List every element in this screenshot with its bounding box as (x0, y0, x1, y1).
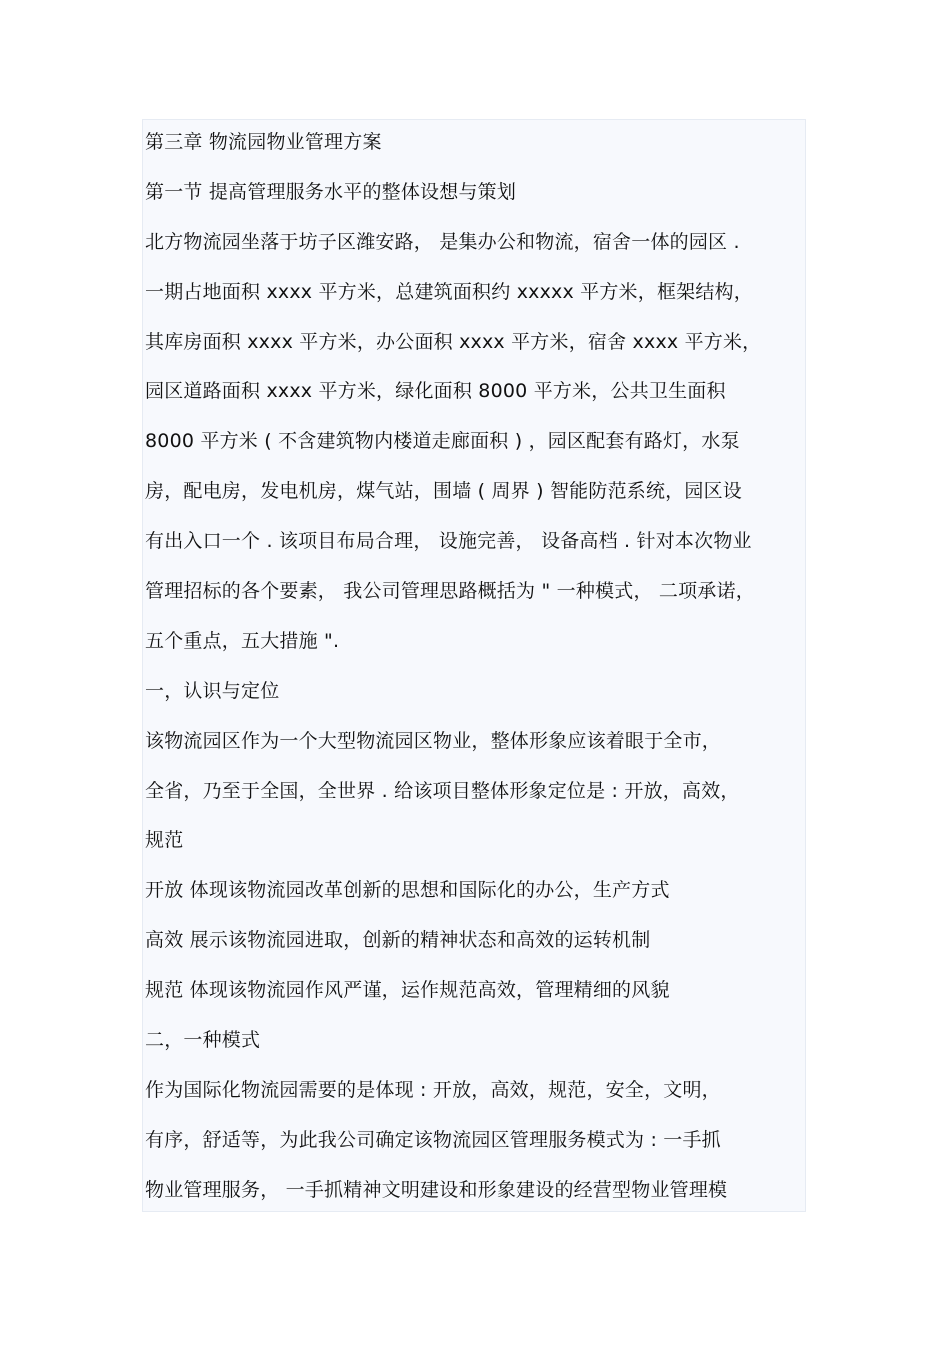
document-body (145, 124, 805, 1212)
paragraph-line: 五个重点，五大措施 ". (145, 629, 340, 652)
paragraph-line: 北方物流园坐落于坊子区潍安路， 是集办公和物流，宿舍一体的园区 . (145, 230, 740, 253)
paragraph-line: 管理招标的各个要素， 我公司管理思路概括为 " 一种模式， 二项承诺， (145, 580, 755, 603)
paragraph-line: 有出入口一个 . 该项目布局合理， 设施完善， 设备高档 . 针对本次物业 (145, 530, 752, 553)
definition-line: 开放 体现该物流园改革创新的思想和国际化的办公，生产方式 (145, 879, 670, 902)
paragraph-line: 有序，舒适等，为此我公司确定该物流园区管理服务模式为 : 一手抓 (145, 1128, 721, 1151)
chapter-title: 第三章 物流园物业管理方案 (145, 131, 382, 153)
document-page (142, 119, 806, 1212)
subsection-heading: 一，认识与定位 (145, 679, 280, 702)
section-title: 第一节 提高管理服务水平的整体设想与策划 (145, 180, 517, 203)
paragraph-line: 规范 (145, 829, 184, 852)
paragraph-line: 全省，乃至于全国，全世界 . 给该项目整体形象定位是 : 开放，高效， (145, 779, 740, 802)
paragraph-line: 一期占地面积 xxxx 平方米，总建筑面积约 xxxxx 平方米，框架结构， (145, 280, 753, 303)
paragraph-line: 园区道路面积 xxxx 平方米，绿化面积 8000 平方米，公共卫生面积 (145, 380, 726, 403)
definition-line: 高效 展示该物流园进取，创新的精神状态和高效的运转机制 (145, 929, 651, 952)
paragraph-line: 物业管理服务， 一手抓精神文明建设和形象建设的经营型物业管理模 (145, 1178, 728, 1201)
paragraph-line: 作为国际化物流园需要的是体现 : 开放，高效，规范，安全，文明， (145, 1078, 721, 1101)
paragraph-line: 其库房面积 xxxx 平方米，办公面积 xxxx 平方米，宿舍 xxxx 平方米， (145, 330, 762, 353)
paragraph-line: 8000 平方米 ( 不含建筑物内楼道走廊面积 ) ，园区配套有路灯，水泵 (145, 430, 740, 453)
definition-line: 规范 体现该物流园作风严谨，运作规范高效，管理精细的风貌 (145, 979, 670, 1002)
paragraph-line: 该物流园区作为一个大型物流园区物业，整体形象应该着眼于全市， (145, 729, 722, 752)
subsection-heading: 二，一种模式 (145, 1029, 261, 1052)
paragraph-line: 房，配电房，发电机房，煤气站，围墙 ( 周界 ) 智能防范系统，园区设 (145, 480, 742, 503)
